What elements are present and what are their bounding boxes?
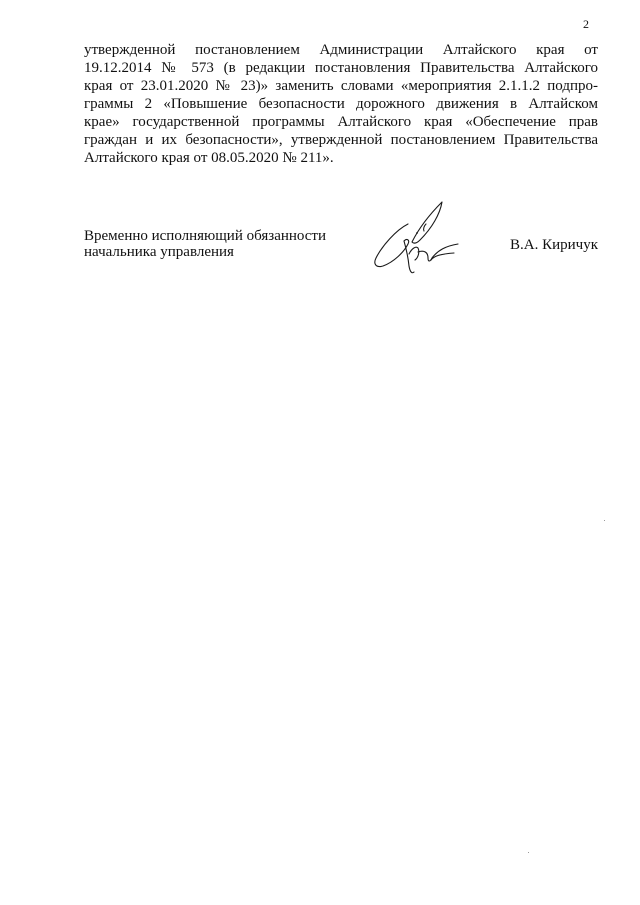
signer-name: В.А. Киричук bbox=[510, 237, 598, 253]
signer-title bbox=[84, 228, 364, 260]
body-line: Алтайского края от 08.05.2020 № 211». bbox=[84, 150, 334, 166]
body-line: крае» государственной программы Алтайского края «Обеспечение прав bbox=[84, 114, 598, 130]
signer-title-line: начальника управления bbox=[84, 244, 234, 260]
scan-speck bbox=[528, 852, 529, 853]
body-line: 19.12.2014 № 573 (в редакции постановления Правительства Алтайского bbox=[84, 60, 598, 76]
body-paragraph bbox=[84, 41, 598, 167]
body-line: утвержденной постановлением Администрации Алтайского края от bbox=[84, 42, 598, 58]
signer-title-line: Временно исполняющий обязанности bbox=[84, 228, 327, 244]
handwritten-signature bbox=[368, 196, 468, 276]
page-number: 2 bbox=[583, 17, 589, 31]
body-line: граммы 2 «Повышение безопасности дорожного движения в Алтайском bbox=[84, 96, 598, 112]
body-line: граждан и их безопасности», утвержденной постановлением Правительства bbox=[84, 132, 598, 148]
scan-speck bbox=[604, 520, 605, 521]
body-line: края от 23.01.2020 № 23)» заменить словами «мероприятия 2.1.1.2 подпро- bbox=[84, 78, 598, 94]
